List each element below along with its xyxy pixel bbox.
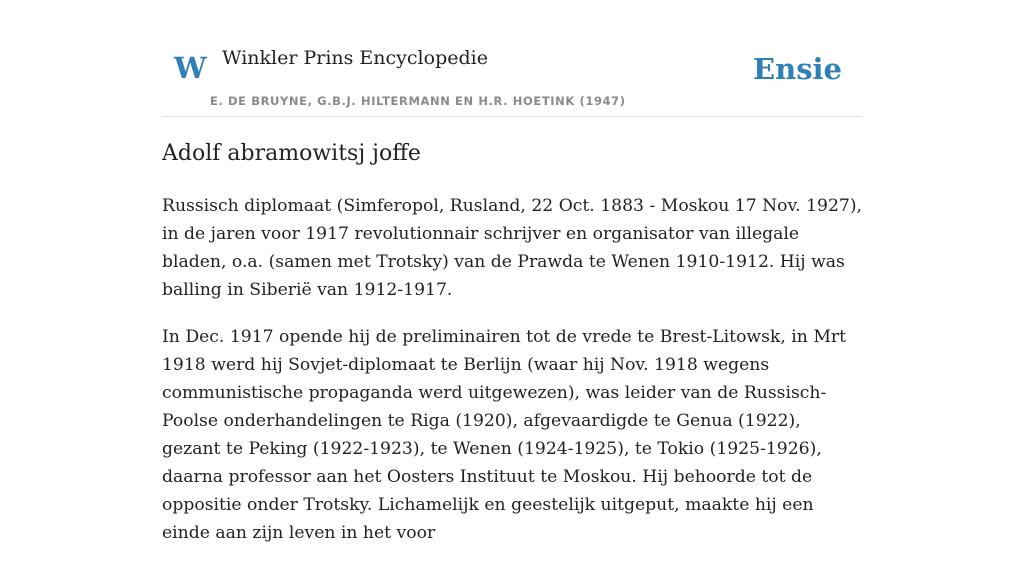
encyclopedia-title-link[interactable]: Winkler Prins Encyclopedie — [222, 47, 488, 69]
winkler-prins-logo-icon[interactable]: W — [174, 51, 207, 85]
page — [162, 0, 863, 543]
site-header — [162, 0, 862, 117]
encyclopedia-authors: E. DE BRUYNE, G.B.J. HILTERMANN EN H.R. HOETINK (1947) — [210, 94, 626, 108]
article-title: Adolf abramowitsj joffe — [162, 141, 421, 166]
article-paragraph: Russisch diplomaat (Simferopol, Rusland, 22 Oct. 1883 - Moskou 17 Nov. 1927), in de jaren voor 1917 revolutionnair schrijver en organisator van illegale bladen, o.a. (samen met Trotsky) van de Prawda te Wenen 1910-1912. Hij was balling in Siberië van 1912-1917. — [162, 196, 863, 300]
article-body — [162, 192, 862, 566]
article-paragraph: In Dec. 1917 opende hij de preliminairen tot de vrede te Brest-Litowsk, in Mrt 1918 werd hij Sovjet-diplomaat te Berlijn (waar hij Nov. 1918 wegens communistische propaganda werd uitgewezen), was leider van de Russisch-Poolse onderhandelingen te Riga (1920), afgevaardigde te Genua (1922), gezant te Peking (1922-1923), te Wenen (1924-1925), te Tokio (1925-1926), daarna professor aan het Oosters Instituut te Moskou. Hij behoorde tot de oppositie onder Trotsky. Lichamelijk en geestelijk uitgeput, maakte hij een einde aan zijn leven in het voor — [162, 327, 847, 543]
ensie-brand-link[interactable]: Ensie — [753, 52, 842, 86]
